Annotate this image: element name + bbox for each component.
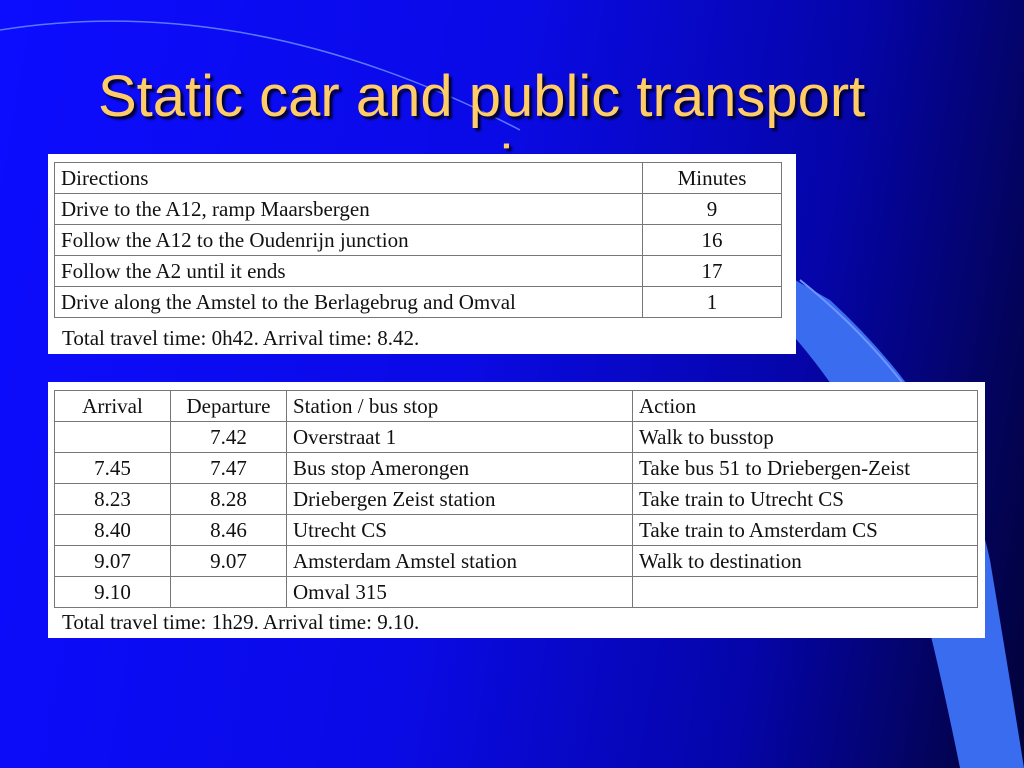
table-row bbox=[55, 453, 978, 484]
table-row bbox=[55, 546, 978, 577]
departure-cell: 9.07 bbox=[171, 546, 287, 577]
arrival-cell: 9.10 bbox=[55, 577, 171, 608]
car-total-travel-time: Total travel time: 0h42. Arrival time: 8.42. bbox=[62, 326, 420, 350]
public-transport-panel bbox=[48, 382, 985, 638]
car-route-panel bbox=[48, 154, 796, 354]
minutes-cell: 1 bbox=[643, 287, 782, 318]
minutes-cell: 16 bbox=[643, 225, 782, 256]
header-action: Action bbox=[633, 391, 978, 422]
pt-total-travel-time: Total travel time: 1h29. Arrival time: 9.10. bbox=[62, 610, 420, 634]
action-cell: Take train to Utrecht CS bbox=[633, 484, 978, 515]
table-row bbox=[55, 577, 978, 608]
public-transport-table bbox=[54, 390, 978, 608]
direction-cell: Drive to the A12, ramp Maarsbergen bbox=[55, 194, 643, 225]
header-departure: Departure bbox=[171, 391, 287, 422]
minutes-cell: 17 bbox=[643, 256, 782, 287]
table-row bbox=[55, 225, 782, 256]
station-cell: Bus stop Amerongen bbox=[287, 453, 633, 484]
action-cell: Walk to busstop bbox=[633, 422, 978, 453]
header-directions: Directions bbox=[55, 163, 643, 194]
station-cell: Driebergen Zeist station bbox=[287, 484, 633, 515]
arrival-cell bbox=[55, 422, 171, 453]
header-station: Station / bus stop bbox=[287, 391, 633, 422]
arrival-cell: 8.40 bbox=[55, 515, 171, 546]
direction-cell: Follow the A12 to the Oudenrijn junction bbox=[55, 225, 643, 256]
table-row bbox=[55, 515, 978, 546]
slide-title: Static car and public transport bbox=[98, 64, 866, 129]
action-cell bbox=[633, 577, 978, 608]
arrival-cell: 8.23 bbox=[55, 484, 171, 515]
table-row bbox=[55, 256, 782, 287]
station-cell: Amsterdam Amstel station bbox=[287, 546, 633, 577]
action-cell: Take train to Amsterdam CS bbox=[633, 515, 978, 546]
arrival-cell: 7.45 bbox=[55, 453, 171, 484]
car-directions-table bbox=[54, 162, 782, 318]
table-row bbox=[55, 484, 978, 515]
station-cell: Overstraat 1 bbox=[287, 422, 633, 453]
departure-cell bbox=[171, 577, 287, 608]
action-cell: Take bus 51 to Driebergen-Zeist bbox=[633, 453, 978, 484]
departure-cell: 8.28 bbox=[171, 484, 287, 515]
minutes-cell: 9 bbox=[643, 194, 782, 225]
station-cell: Utrecht CS bbox=[287, 515, 633, 546]
action-cell: Walk to destination bbox=[633, 546, 978, 577]
header-minutes: Minutes bbox=[643, 163, 782, 194]
departure-cell: 7.42 bbox=[171, 422, 287, 453]
arrival-cell: 9.07 bbox=[55, 546, 171, 577]
header-arrival: Arrival bbox=[55, 391, 171, 422]
table-header-row bbox=[55, 391, 978, 422]
table-header-row bbox=[55, 163, 782, 194]
departure-cell: 7.47 bbox=[171, 453, 287, 484]
table-row bbox=[55, 422, 978, 453]
station-cell: Omval 315 bbox=[287, 577, 633, 608]
direction-cell: Follow the A2 until it ends bbox=[55, 256, 643, 287]
table-row bbox=[55, 194, 782, 225]
direction-cell: Drive along the Amstel to the Berlagebrug and Omval bbox=[55, 287, 643, 318]
table-row bbox=[55, 287, 782, 318]
departure-cell: 8.46 bbox=[171, 515, 287, 546]
